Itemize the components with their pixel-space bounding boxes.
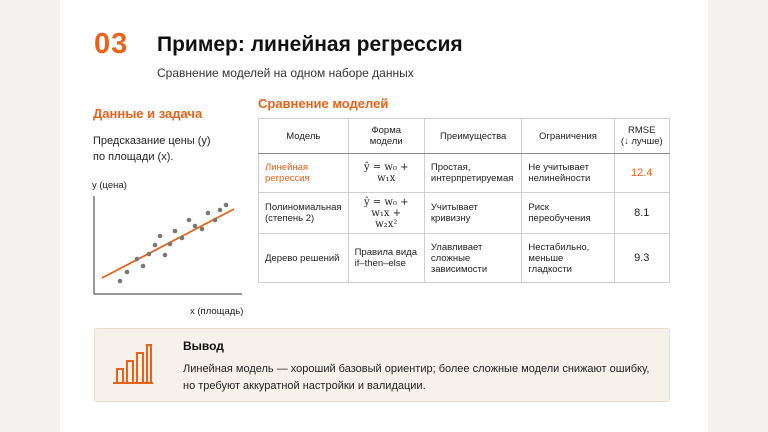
table-row	[259, 154, 670, 193]
data-point	[141, 264, 146, 269]
task-description	[93, 133, 211, 165]
comparison-table	[258, 118, 670, 283]
rmse-header-hint: (↓ лучше)	[620, 136, 663, 147]
model-name: Линейная регрессия	[259, 154, 349, 193]
data-point	[173, 229, 178, 234]
slide	[60, 0, 708, 432]
column-header: Модель	[259, 119, 349, 154]
model-rmse: 8.1	[614, 193, 669, 234]
column-header-rmse	[614, 119, 669, 154]
data-point	[200, 227, 205, 232]
data-point	[224, 203, 229, 208]
task-desc-line1: Предсказание цены (y)	[93, 135, 211, 147]
column-header: Преимущества	[424, 119, 522, 154]
data-point	[206, 211, 211, 216]
page-title: Пример: линейная регрессия	[157, 33, 463, 56]
model-cons: Нестабильно, меньше гладкости	[522, 234, 614, 283]
data-points	[118, 203, 229, 284]
task-heading: Данные и задача	[93, 106, 203, 121]
data-point	[135, 257, 140, 262]
y-axis-label: y (цена)	[92, 180, 127, 191]
task-desc-line2: по площади (x).	[93, 151, 174, 163]
data-point	[187, 218, 192, 223]
data-point	[147, 252, 152, 257]
x-axis-label: x (площадь)	[190, 306, 244, 317]
slide-number: 03	[94, 28, 129, 60]
column-header: Ограничения	[522, 119, 614, 154]
model-pros: Улавливает сложные зависимости	[424, 234, 522, 283]
model-name: Полиномиальная (степень 2)	[259, 193, 349, 234]
data-point	[193, 224, 198, 229]
model-formula: ŷ = w₀ + w₁x	[348, 154, 424, 193]
model-formula	[348, 193, 424, 234]
data-point	[125, 270, 130, 275]
bar-chart-icon	[109, 341, 155, 387]
data-point	[218, 208, 223, 213]
model-pros: Простая, интерпретируемая	[424, 154, 522, 193]
data-point	[163, 253, 168, 258]
model-cons: Не учитывает нелинейности	[522, 154, 614, 193]
formula-line: ŷ = w₀ + w₁x +	[363, 196, 409, 219]
comparison-heading: Сравнение моделей	[258, 96, 389, 111]
model-cons: Риск переобучения	[522, 193, 614, 234]
data-point	[213, 218, 218, 223]
conclusion-box	[94, 328, 670, 402]
formula-line: w₂x²	[375, 218, 398, 230]
rmse-header-label: RMSE	[628, 125, 656, 136]
model-pros: Учитывает кривизну	[424, 193, 522, 234]
table-header-row	[259, 119, 670, 154]
column-header: Форма модели	[348, 119, 424, 154]
model-rmse: 9.3	[614, 234, 669, 283]
model-rmse: 12.4	[614, 154, 669, 193]
scatter-plot	[82, 174, 262, 324]
model-name: Дерево решений	[259, 234, 349, 283]
data-point	[168, 242, 173, 247]
data-point	[153, 243, 158, 248]
data-point	[118, 279, 123, 284]
conclusion-text: Линейная модель — хороший базовый ориентир; более сложные модели снижают ошибку, но требуют аккуратной настройки и валидации.	[183, 363, 650, 392]
data-point	[158, 234, 163, 239]
page-subtitle: Сравнение моделей на одном наборе данных	[157, 66, 414, 80]
table-row	[259, 234, 670, 283]
model-formula: Правила вида if–then–else	[348, 234, 424, 283]
table-row	[259, 193, 670, 234]
conclusion-title: Вывод	[183, 339, 224, 353]
data-point	[180, 236, 185, 241]
